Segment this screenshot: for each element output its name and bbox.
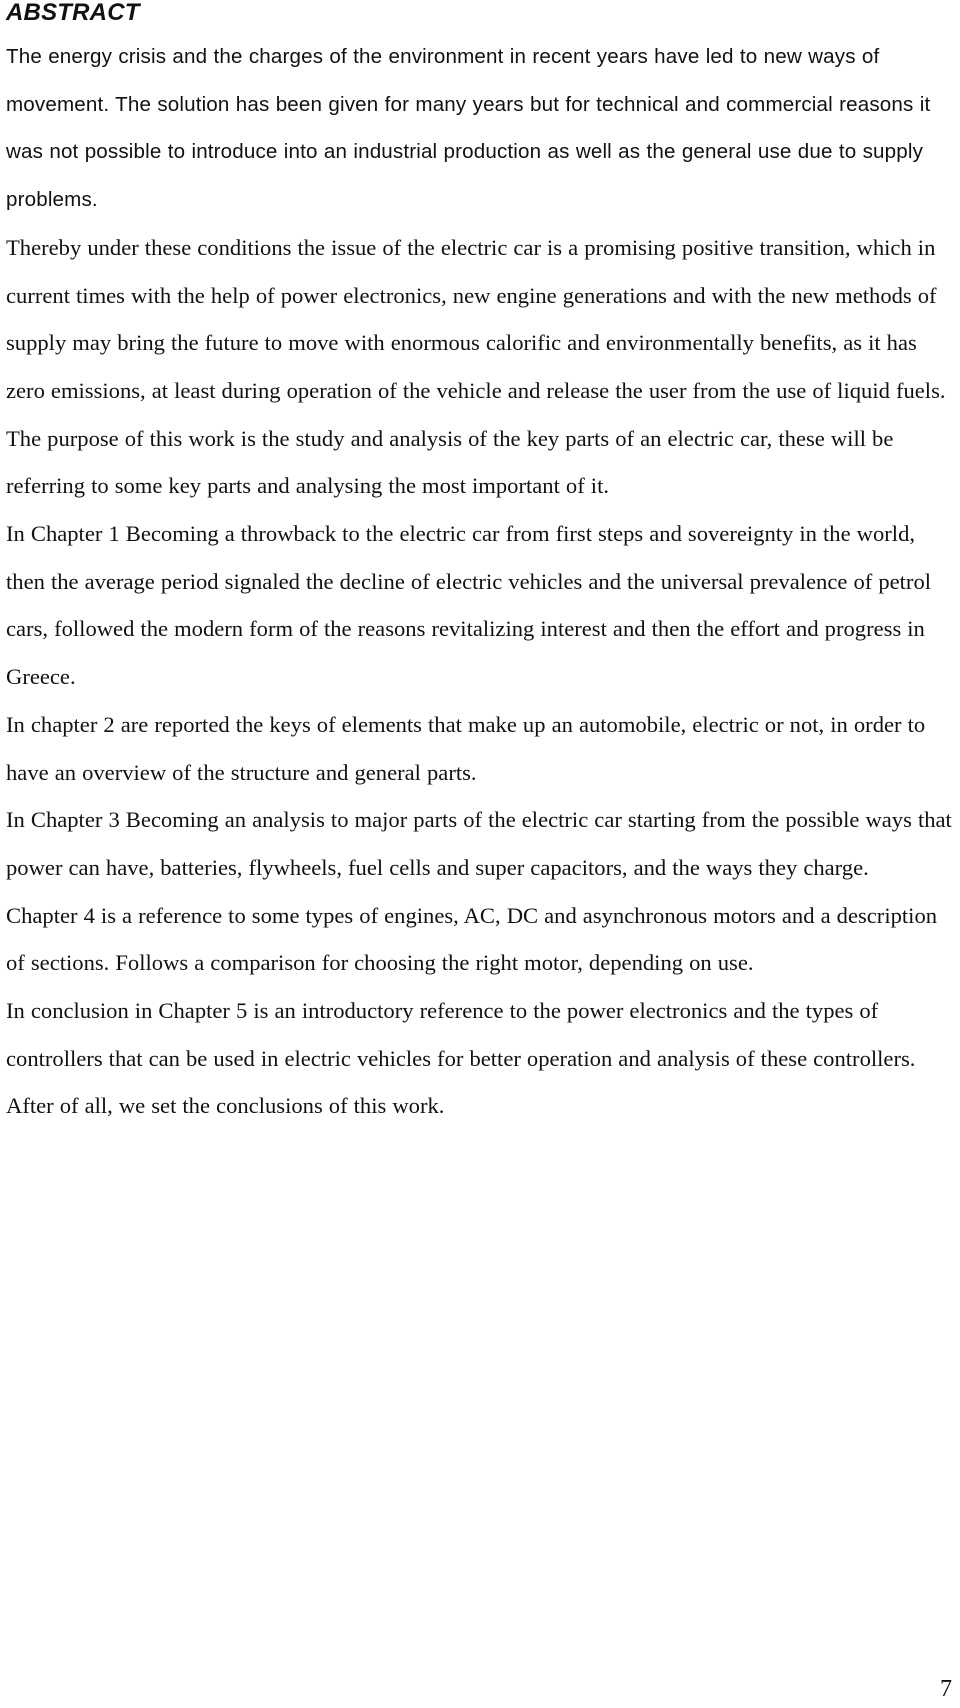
abstract-paragraph-chapter-5: In conclusion in Chapter 5 is an introductory reference to the power electronics and the types of controllers that can be used in electric vehicles for better operation and analysis of these controllers. bbox=[6, 998, 916, 1071]
abstract-paragraph-chapter-4: Chapter 4 is a reference to some types of engines, AC, DC and asynchronous motors and a description of sections. Follows a comparison for choosing the right motor, depending on use. bbox=[6, 902, 938, 976]
abstract-paragraph-intro: The energy crisis and the charges of the environment in recent years have led to new ways of movement. The solution has been given for many years but for technical and commercial reasons it was not possible to introduce into an industrial production as well as the general use due to supply problems. bbox=[6, 45, 931, 212]
document-page bbox=[6, 0, 954, 1130]
abstract-heading: ABSTRACT bbox=[6, 0, 140, 26]
abstract-paragraph-conclusion: After of all, we set the conclusions of this work. bbox=[6, 1093, 445, 1119]
abstract-paragraph-chapter-3: In Chapter 3 Becoming an analysis to major parts of the electric car starting from the possible ways that power can have, batteries, flywheels, fuel cells and super capacitors, and the ways they charge. bbox=[6, 807, 952, 880]
page-number: 7 bbox=[940, 1676, 952, 1702]
abstract-paragraph-chapter-2: In chapter 2 are reported the keys of elements that make up an automobile, electric or not, in order to have an overview of the structure and general parts. bbox=[6, 711, 926, 785]
abstract-paragraph-electric-car: Thereby under these conditions the issue of the electric car is a promising positive transition, which in current times with the help of power electronics, new engine generations and with the new methods of supply may bring the future to move with enormous calorific and environmentally benefits, as it has zero emissions, at least during operation of the vehicle and release the user from the use of liquid fuels. bbox=[6, 234, 946, 403]
abstract-paragraph-purpose: The purpose of this work is the study and analysis of the key parts of an electric car, these will be referring to some key parts and analysing the most important of it. bbox=[6, 425, 894, 499]
abstract-paragraph-chapter-1: In Chapter 1 Becoming a throwback to the electric car from first steps and sovereignty in the world, then the average period signaled the decline of electric vehicles and the universal prevalence of petrol cars, followed the modern form of the reasons revitalizing interest and then the effort and progress in Greece. bbox=[6, 521, 932, 690]
